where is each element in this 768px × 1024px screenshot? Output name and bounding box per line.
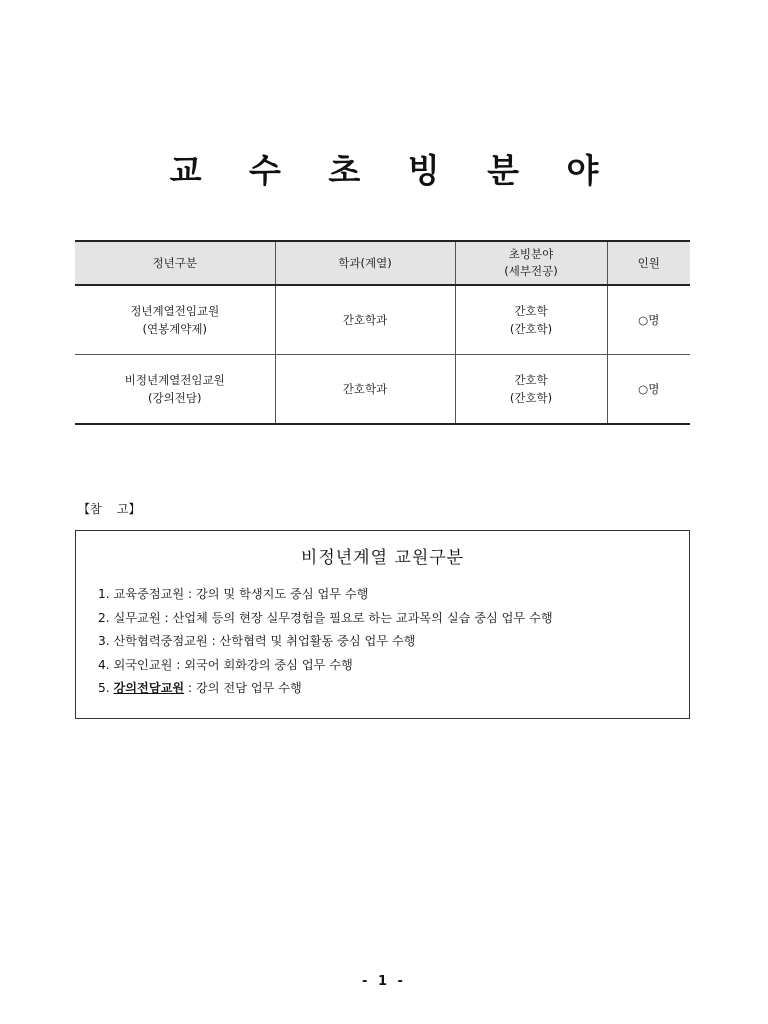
item-number: 5.	[98, 681, 110, 695]
item-term: 외국인교원	[113, 657, 173, 672]
reference-box-title: 비정년계열 교원구분	[300, 548, 465, 568]
field-detail: (간호학)	[509, 391, 553, 405]
item-number: 3.	[98, 634, 110, 648]
list-item	[98, 630, 689, 654]
cell-count: ○명	[607, 285, 690, 355]
category-note: (강의전담)	[148, 391, 202, 405]
item-number: 1.	[98, 587, 110, 601]
list-item	[98, 677, 689, 701]
cell-field	[455, 285, 607, 355]
page-number: - 1 -	[362, 974, 406, 989]
cell-field	[455, 355, 607, 425]
header-field-label: 초빙분야	[508, 247, 554, 261]
cell-department: 간호학과	[275, 355, 455, 425]
list-item	[98, 583, 689, 607]
table-row	[75, 285, 690, 355]
cell-department: 간호학과	[275, 285, 455, 355]
header-category-label: 정년구분	[152, 255, 197, 270]
field-detail: (간호학)	[509, 322, 553, 336]
header-count	[607, 241, 690, 285]
item-description: : 산학협력 및 취업활동 중심 업무 수행	[207, 634, 416, 648]
header-category	[75, 241, 275, 285]
item-description: : 강의 전담 업무 수행	[184, 681, 302, 695]
item-description: : 강의 및 학생지도 중심 업무 수행	[184, 587, 369, 601]
page-title: 교 수 초 빙 분 야	[169, 151, 617, 190]
list-item	[98, 654, 689, 678]
cell-count: ○명	[607, 355, 690, 425]
item-description: : 외국어 회화강의 중심 업무 수행	[172, 657, 353, 672]
field-name: 간호학	[514, 373, 548, 387]
recruitment-table	[75, 240, 690, 425]
list-item	[98, 607, 689, 631]
field-name: 간호학	[514, 304, 548, 318]
item-term: 실무교원	[113, 610, 161, 625]
item-term: 교육중점교원	[113, 587, 185, 601]
header-field-sublabel: (세부전공)	[504, 264, 558, 278]
cell-category	[75, 285, 275, 355]
item-term: 산학협력중점교원	[113, 634, 208, 648]
category-name: 정년계열전임교원	[130, 304, 220, 318]
reference-box	[75, 530, 690, 719]
reference-label: 【참 고】	[78, 502, 141, 516]
item-number: 4.	[98, 657, 110, 672]
reference-list	[98, 583, 689, 701]
header-department-label: 학과(계열)	[338, 255, 392, 270]
header-field	[455, 241, 607, 285]
category-note: (연봉계약제)	[142, 322, 208, 336]
table-row	[75, 355, 690, 425]
table-header-row	[75, 241, 690, 285]
category-name: 비정년계열전임교원	[124, 373, 225, 387]
item-number: 2.	[98, 610, 110, 625]
header-department	[275, 241, 455, 285]
cell-category	[75, 355, 275, 425]
item-term-underlined: 강의전담교원	[113, 681, 185, 695]
item-description: : 산업체 등의 현장 실무경험을 필요로 하는 교과목의 실습 중심 업무 수행	[160, 610, 553, 625]
header-count-label: 인원	[637, 255, 660, 270]
